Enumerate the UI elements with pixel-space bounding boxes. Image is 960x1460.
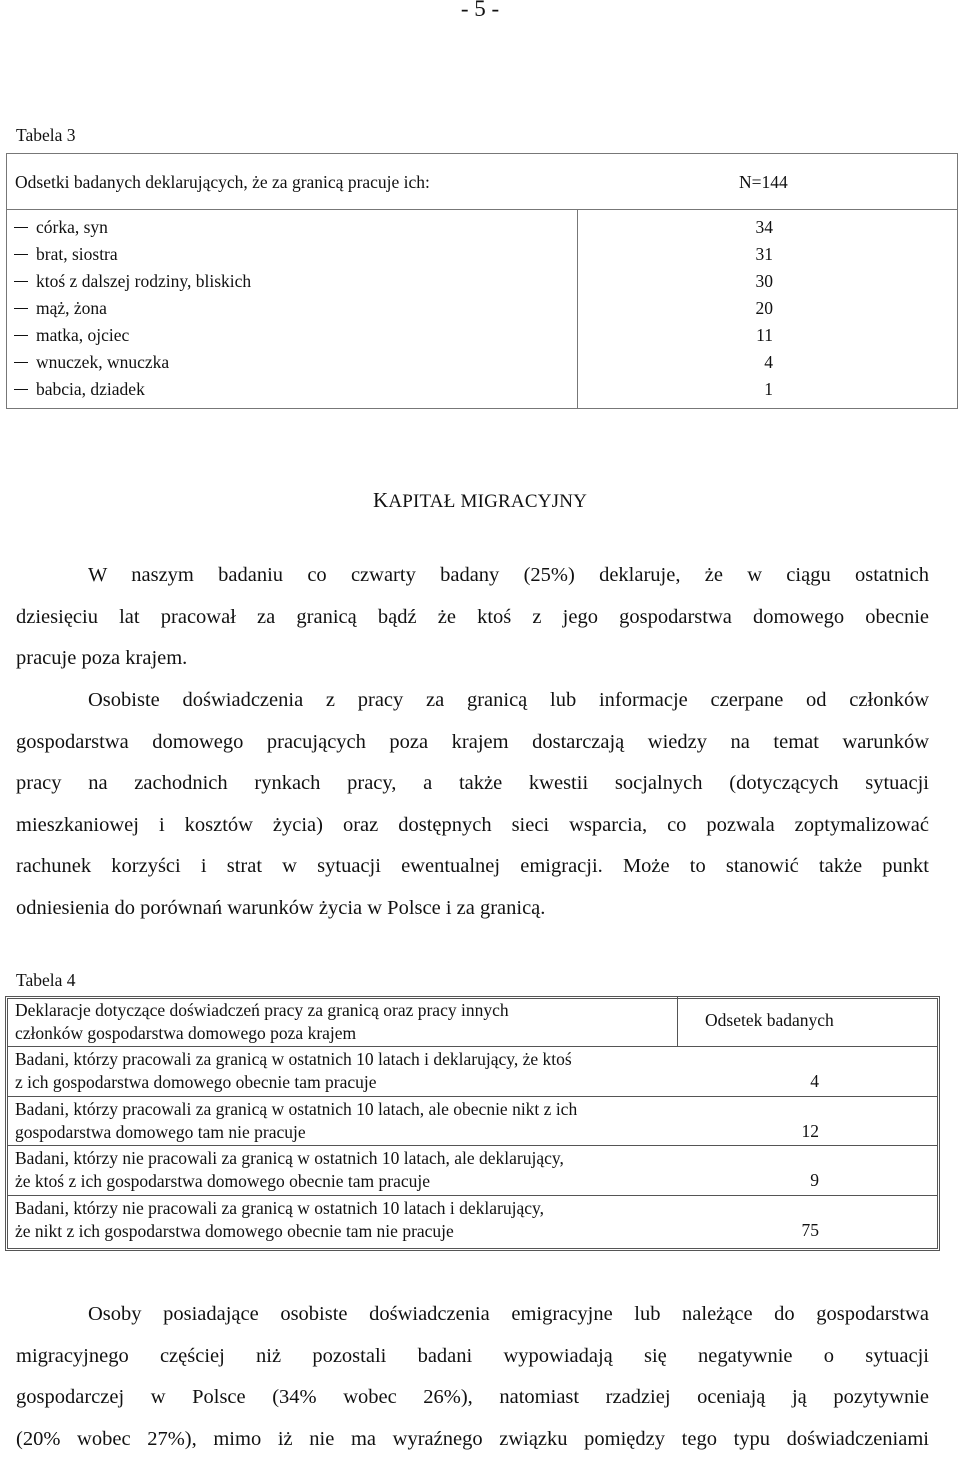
table-row: Badani, którzy nie pracowali za granicą w ostatnich 10 latach, ale deklarujący, że ktoś z ich gospodarstwa domowego obecnie tam pracuje [15, 1147, 675, 1193]
text-line: Osobiste doświadczenia z pracy za granicą lub informacje czerpane od członków [16, 680, 929, 722]
table-row: Badani, którzy pracowali za granicą w ostatnich 10 latach i deklarujący, że ktoś z ich gospodarstwa domowego obecnie tam pracuje [15, 1048, 675, 1094]
dash-icon [14, 362, 28, 363]
table-row [14, 352, 169, 379]
row-value: 4 [741, 352, 773, 373]
row-value: 20 [741, 298, 773, 319]
row-value: 34 [741, 217, 773, 238]
dash-icon [14, 389, 28, 390]
table3-column-divider [577, 209, 578, 409]
table4-header: Deklaracje dotyczące doświadczeń pracy za granicą oraz pracy innych członków gospodarstwa domowego poza krajem [15, 999, 675, 1045]
text-line: rachunek korzyści i strat w sytuacji ewentualnej emigracji. Może to stanowić także punkt [16, 846, 929, 888]
paragraph-1 [16, 555, 929, 680]
row-value: 9 [765, 1170, 819, 1191]
text-line: W naszym badaniu co czwarty badany (25%) deklaruje, że w ciągu ostatnich [16, 555, 929, 597]
row-value: 11 [741, 325, 773, 346]
text-line: mieszkaniowej i kosztów życia) oraz dostępnych sieci wsparcia, co pozwala zoptymalizować [16, 805, 929, 847]
text-line: pracuje poza krajem. [16, 638, 929, 680]
table-row [14, 325, 129, 352]
table3-caption: Tabela 3 [16, 125, 76, 146]
text-line: gospodarstwa domowego pracujących poza krajem dostarczają wiedzy na temat warunków [16, 722, 929, 764]
dash-icon [14, 227, 28, 228]
text-line: odniesienia do porównań warunków życia w Polsce i za granicą. [16, 888, 929, 930]
dash-icon [14, 308, 28, 309]
row-divider [8, 1195, 937, 1196]
table-row [14, 271, 251, 298]
paragraph-2 [16, 680, 929, 929]
table-row [14, 379, 145, 406]
row-label: brat, siostra [36, 244, 118, 264]
paragraph-3 [16, 1294, 929, 1460]
table-row [14, 217, 108, 244]
text-line: dziesięciu lat pracował za granicą bądź że ktoś z jego gospodarstwa domowego obecnie [16, 597, 929, 639]
table3-header-divider [6, 209, 958, 210]
row-value: 1 [741, 379, 773, 400]
page-number: - 5 - [0, 0, 960, 22]
row-divider [8, 1145, 937, 1146]
text-line: (20% wobec 27%), mimo iż nie ma wyraźnego związku pomiędzy tego typu doświadczeniami [16, 1419, 929, 1460]
heading-rest: APITAŁ MIGRACYJNY [388, 491, 587, 512]
row-label: mąż, żona [36, 298, 107, 318]
table3 [6, 153, 958, 409]
table3-header: Odsetki badanych deklarujących, że za granicą pracuje ich: [15, 172, 430, 193]
table-row: Badani, którzy pracowali za granicą w ostatnich 10 latach, ale obecnie nikt z ich gospodarstwa domowego tam nie pracuje [15, 1098, 675, 1144]
row-label: babcia, dziadek [36, 379, 145, 399]
row-value: 12 [765, 1121, 819, 1142]
row-label: matka, ojciec [36, 325, 129, 345]
row-value: 4 [765, 1071, 819, 1092]
table4 [5, 996, 940, 1251]
row-divider [8, 1096, 937, 1097]
table-row: Badani, którzy nie pracowali za granicą w ostatnich 10 latach i deklarujący, że nikt z ich gospodarstwa domowego obecnie tam nie pracuje [15, 1197, 675, 1243]
text-line: gospodarczej w Polsce (34% wobec 26%), natomiast rzadziej oceniają ją pozytywnie [16, 1377, 929, 1419]
text-line: Osoby posiadające osobiste doświadczenia emigracyjne lub należące do gospodarstwa [16, 1294, 929, 1336]
row-value: 31 [741, 244, 773, 265]
row-value: 30 [741, 271, 773, 292]
row-label: wnuczek, wnuczka [36, 352, 169, 372]
text-line: migracyjnego częściej niż pozostali badani wypowiadają się negatywnie o sytuacji [16, 1336, 929, 1378]
row-label: ktoś z dalszej rodziny, bliskich [36, 271, 251, 291]
dash-icon [14, 281, 28, 282]
section-heading [0, 488, 960, 513]
row-value: 75 [765, 1220, 819, 1241]
dash-icon [14, 254, 28, 255]
dash-icon [14, 335, 28, 336]
table4-caption: Tabela 4 [16, 970, 76, 991]
table-row [14, 298, 107, 325]
row-divider [8, 1046, 937, 1047]
table4-column-header: Odsetek badanych [705, 1010, 834, 1031]
table3-n-label: N=144 [739, 172, 788, 193]
text-line: pracy na zachodnich rynkach pracy, a także kwestii socjalnych (dotyczących sytuacji [16, 763, 929, 805]
heading-initial: K [373, 488, 388, 512]
row-label: córka, syn [36, 217, 108, 237]
table-row [14, 244, 118, 271]
table4-header-divider [677, 996, 678, 1046]
